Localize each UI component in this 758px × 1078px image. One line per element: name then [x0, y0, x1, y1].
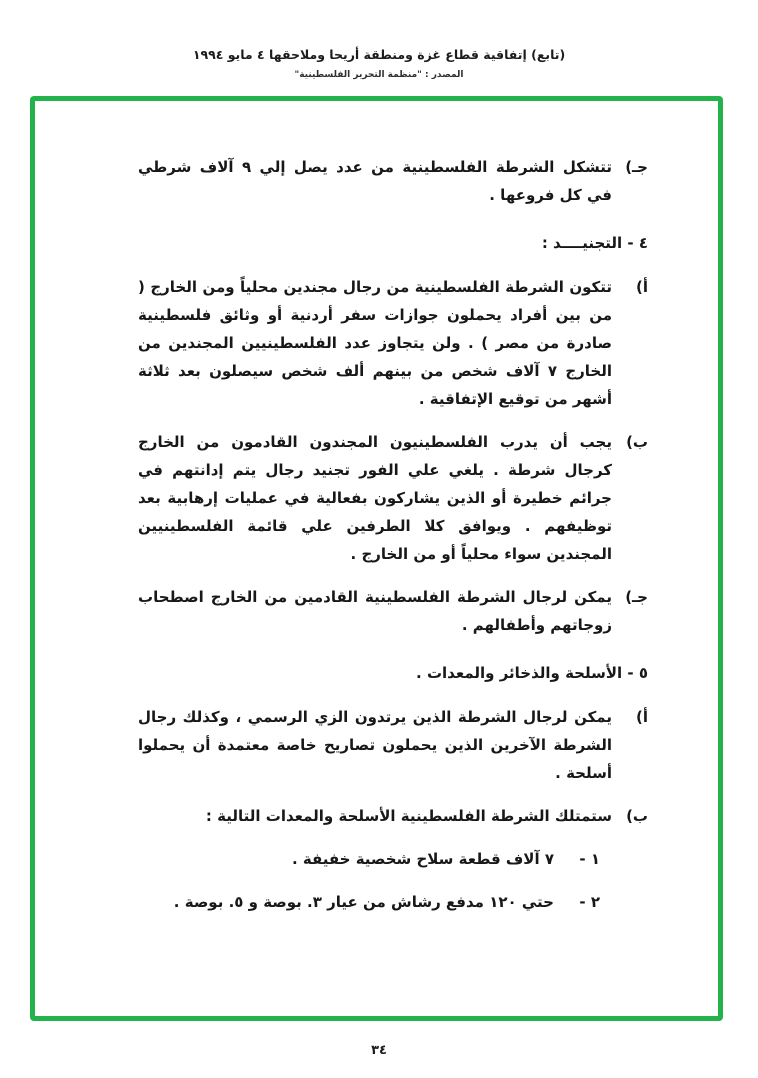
- clause-text: تتشكل الشرطة الفلسطينية من عدد يصل إلي ٩ آلاف شرطي في كل فروعها .: [138, 158, 612, 204]
- document-body: [138, 153, 648, 931]
- subitem-text: حتي ١٢٠ مدفع رشاش من عيار ٣. بوصة و ٥. بوصة .: [173, 893, 554, 911]
- clause-marker: أ): [636, 278, 648, 296]
- clause-item: [138, 703, 648, 787]
- document-source: المصدر : "منظمة التحرير الفلسطينية": [294, 70, 464, 80]
- page-header: [0, 47, 758, 80]
- subitem-marker: ٢ -: [579, 893, 600, 911]
- document-title: (تابع) إتفاقية قطاع غزة ومنطقة أريحا وملاحقها ٤ مايو ١٩٩٤: [192, 47, 566, 62]
- clause-text: يجب أن يدرب الفلسطينيون المجندون القادمون من الخارج كرجال شرطة . يلغي علي الفور تجنيد رجال يتم إدانتهم في جرائم خطيرة أو الذين يشاركون بفعالية في عمليات إرهابية بعد توظيفهم . ويوافق كلا الطرفين علي قائمة الفلسطينيين المجندين سواء محلياً أو من الخارج .: [138, 433, 612, 563]
- clause-item: [138, 802, 648, 830]
- clause-text: يمكن لرجال الشرطة الفلسطينية القادمين من الخارج اصطحاب زوجاتهم وأطفالهم .: [138, 588, 612, 634]
- clause-text: يمكن لرجال الشرطة الذين يرتدون الزي الرسمي ، وكذلك رجال الشرطة الآخرين الذين يحملون تصاريح خاصة معتمدة أن يحملوا أسلحة .: [138, 708, 612, 782]
- section-heading: ٤ - التجنيــــد :: [541, 234, 648, 252]
- clause-item: [138, 428, 648, 568]
- clause-marker: جـ): [625, 588, 648, 606]
- clause-marker: ب): [626, 433, 648, 451]
- clause-item: [138, 273, 648, 413]
- clause-marker: جـ): [625, 158, 648, 176]
- section-heading: ٥ - الأسلحة والذخائر والمعدات .: [416, 664, 648, 682]
- numbered-subitem: [138, 845, 648, 873]
- clause-item: [138, 153, 648, 209]
- clause-marker: أ): [636, 708, 648, 726]
- clause-item: [138, 583, 648, 639]
- page-number: ٣٤: [371, 1043, 387, 1058]
- clause-text: تتكون الشرطة الفلسطينية من رجال مجندين محلياً ومن الخارج ( من بين أفراد يحملون جوازات سفر أردنية أو وثائق فلسطينية صادرة من مصر ) . ولن يتجاوز عدد الفلسطينيين المجندين من الخارج ٧ آلاف شخص من بينهم ألف شخص سيصلون بعد ثلاثة أشهر من توقيع الإتفاقية .: [138, 278, 612, 408]
- clause-marker: ب): [626, 807, 648, 825]
- numbered-subitem: [138, 888, 648, 916]
- clause-text: ستمتلك الشرطة الفلسطينية الأسلحة والمعدات التالية :: [205, 807, 612, 825]
- subitem-marker: ١ -: [579, 850, 600, 868]
- subitem-text: ٧ آلاف قطعة سلاح شخصية خفيفة .: [291, 850, 554, 868]
